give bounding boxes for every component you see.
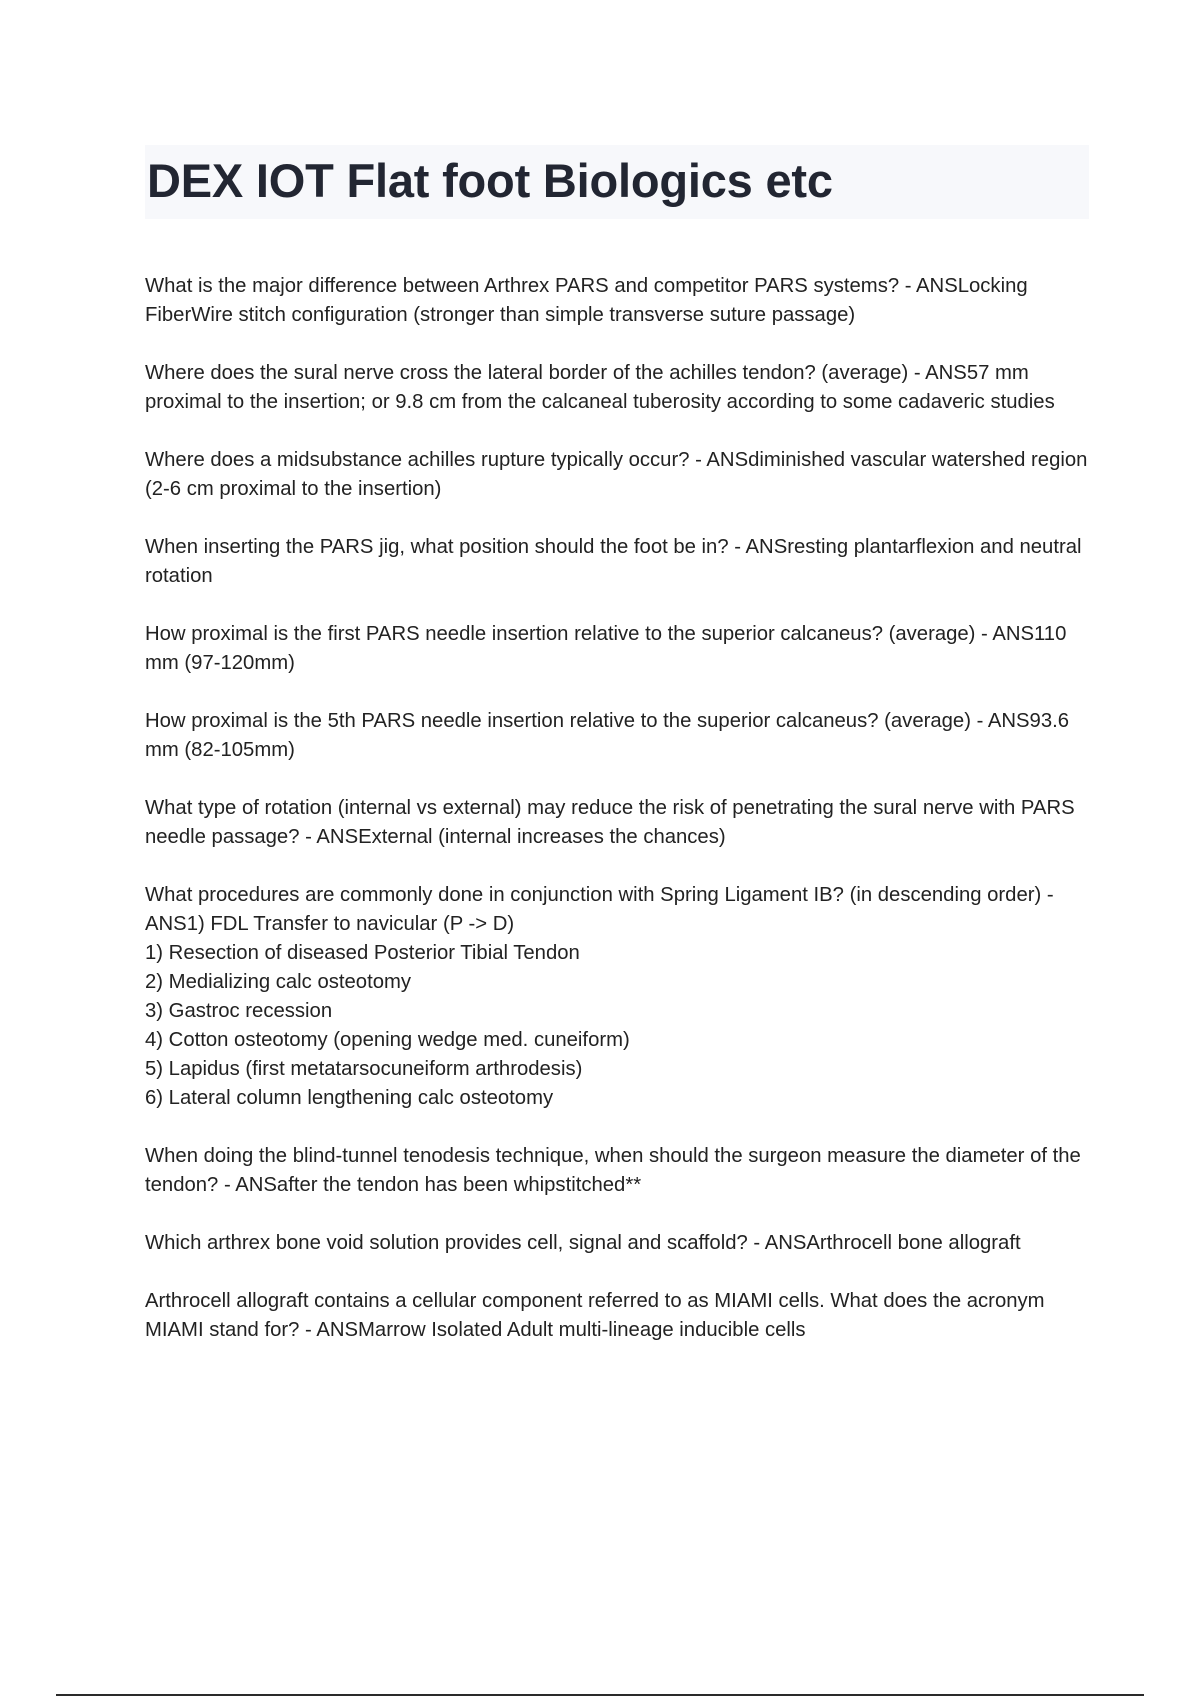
qa-item	[145, 446, 1090, 504]
answer-text: ANS110 mm (97-120mm)	[145, 623, 1067, 674]
question-text: What type of rotation (internal vs external) may reduce the risk of penetrating the sural nerve with PARS needle passage? -	[145, 797, 1075, 848]
list-item: 1) Resection of diseased Posterior Tibial Tendon	[145, 942, 580, 964]
question-text: Which arthrex bone void solution provides cell, signal and scaffold? -	[145, 1232, 765, 1254]
qa-item	[145, 1142, 1090, 1200]
qa-item	[145, 620, 1090, 678]
list-item: 4) Cotton osteotomy (opening wedge med. cuneiform)	[145, 1029, 630, 1051]
qa-item	[145, 794, 1090, 852]
answer-text: ANS93.6 mm (82-105mm)	[145, 710, 1070, 761]
answer-text: ANSMarrow Isolated Adult multi-lineage inducible cells	[316, 1319, 806, 1341]
answer-text: ANSExternal (internal increases the chances)	[316, 826, 726, 848]
qa-list	[145, 272, 1090, 1374]
qa-item	[145, 272, 1090, 330]
qa-item	[145, 1229, 1090, 1258]
question-text: When inserting the PARS jig, what position should the foot be in? -	[145, 536, 746, 558]
answer-text: ANSdiminished vascular watershed region (2-6 cm proximal to the insertion)	[145, 449, 1088, 500]
question-text: What procedures are commonly done in conjunction with Spring Ligament IB? (in descending order) -	[145, 884, 1054, 906]
list-item: 6) Lateral column lengthening calc osteotomy	[145, 1087, 554, 1109]
footer-divider	[56, 1694, 1144, 1696]
question-text: Where does the sural nerve cross the lateral border of the achilles tendon? (average) -	[145, 362, 926, 384]
question-text: What is the major difference between Arthrex PARS and competitor PARS systems? -	[145, 275, 917, 297]
question-text: Where does a midsubstance achilles rupture typically occur? -	[145, 449, 707, 471]
qa-item	[145, 533, 1090, 591]
qa-item	[145, 1287, 1090, 1345]
title-banner	[145, 145, 1089, 219]
qa-item	[145, 707, 1090, 765]
answer-text: ANS57 mm proximal to the insertion; or 9.8 cm from the calcaneal tuberosity according to some cadaveric studies	[145, 362, 1055, 413]
answer-text: ANS1) FDL Transfer to navicular (P -> D)	[145, 913, 515, 935]
list-item: 5) Lapidus (first metatarsocuneiform arthrodesis)	[145, 1058, 583, 1080]
question-text: How proximal is the first PARS needle insertion relative to the superior calcaneus? (average) -	[145, 623, 993, 645]
answer-text: ANSafter the tendon has been whipstitched**	[235, 1174, 642, 1196]
answer-text: ANSresting plantarflexion and neutral rotation	[145, 536, 1082, 587]
list-item: 2) Medializing calc osteotomy	[145, 971, 412, 993]
question-text: When doing the blind-tunnel tenodesis technique, when should the surgeon measure the diameter of the tendon? -	[145, 1145, 1081, 1196]
answer-text: ANSLocking FiberWire stitch configuration (stronger than simple transverse suture passage)	[145, 275, 1028, 326]
document-title: DEX IOT Flat foot Biologics etc	[147, 154, 833, 207]
qa-item-with-list	[145, 881, 1090, 1113]
list-item: 3) Gastroc recession	[145, 1000, 333, 1022]
qa-item	[145, 359, 1090, 417]
question-text: Arthrocell allograft contains a cellular component referred to as MIAMI cells. What does the acronym MIAMI stand for? -	[145, 1290, 1045, 1341]
procedure-list	[145, 939, 1090, 1113]
answer-text: ANSArthrocell bone allograft	[764, 1232, 1021, 1254]
question-text: How proximal is the 5th PARS needle insertion relative to the superior calcaneus? (average) -	[145, 710, 988, 732]
